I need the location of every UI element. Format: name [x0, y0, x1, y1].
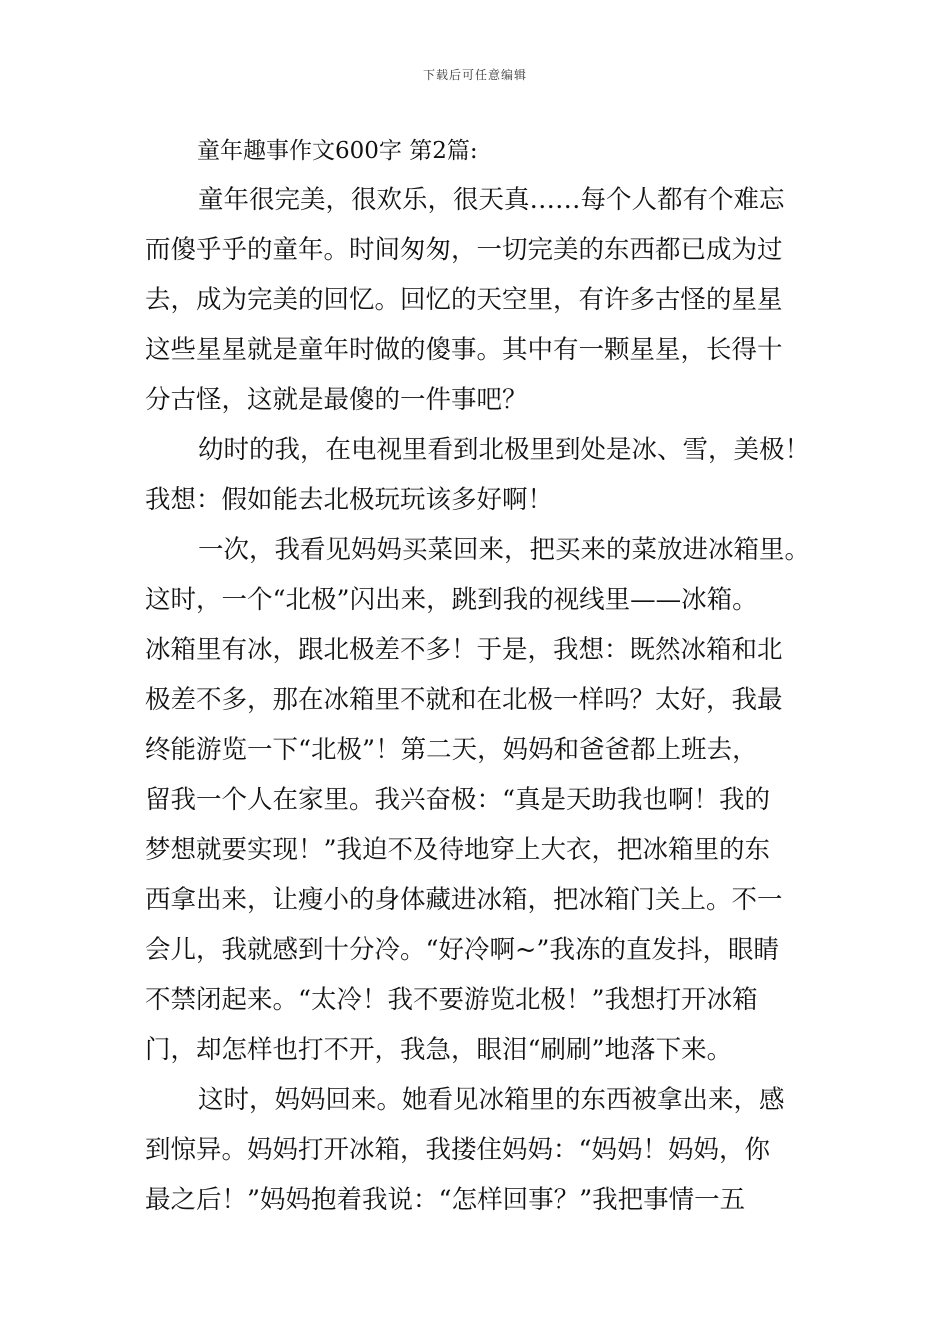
paragraph-1-line-2: 而傻乎乎的童年。时间匆匆，一切完美的东西都已成为过	[145, 235, 783, 265]
paragraph-1-line-3: 去，成为完美的回忆。回忆的天空里，有许多古怪的星星	[145, 285, 783, 315]
paragraph-1-line-4: 这些星星就是童年时做的傻事。其中有一颗星星，长得十	[145, 335, 783, 365]
paragraph-4-line-1: 这时，妈妈回来。她看见冰箱里的东西被拿出来，感	[198, 1085, 785, 1115]
paragraph-3-line-3: 冰箱里有冰，跟北极差不多！于是，我想：既然冰箱和北	[145, 635, 783, 665]
paragraph-3-line-2: 这时，一个“北极”闪出来，跳到我的视线里——冰箱。	[145, 585, 758, 615]
paragraph-3-line-6: 留我一个人在家里。我兴奋极：“真是天助我也啊！我的	[145, 785, 771, 815]
article-title: 童年趣事作文600字 第2篇:	[197, 138, 478, 164]
article-body	[145, 180, 813, 1230]
paragraph-2-line-2: 我想：假如能去北极玩玩该多好啊！	[145, 485, 554, 515]
paragraph-1-line-1: 童年很完美，很欢乐，很天真……每个人都有个难忘	[198, 185, 785, 215]
paragraph-3-line-10: 不禁闭起来。“太冷！我不要游览北极！”我想打开冰箱	[145, 985, 758, 1015]
paragraph-3-line-4: 极差不多，那在冰箱里不就和在北极一样吗？太好，我最	[145, 685, 783, 715]
paragraph-3-line-1: 一次，我看见妈妈买菜回来，把买来的菜放进冰箱里。	[198, 535, 811, 565]
paragraph-3-line-9: 会儿，我就感到十分冷。“好冷啊~”我冻的直发抖，眼睛	[145, 935, 779, 965]
paragraph-3-line-11: 门，却怎样也打不开，我急，眼泪“刷刷”地落下来。	[145, 1035, 733, 1065]
paragraph-2-line-1: 幼时的我，在电视里看到北极里到处是冰、雪，美极！	[198, 435, 811, 465]
paragraph-1-line-5: 分古怪，这就是最傻的一件事吧？	[145, 385, 528, 415]
paragraph-3-line-7: 梦想就要实现！”我迫不及待地穿上大衣，把冰箱里的东	[145, 835, 771, 865]
paragraph-4-line-2: 到惊异。妈妈打开冰箱，我搂住妈妈：“妈妈！妈妈，你	[145, 1135, 771, 1165]
paragraph-3-line-5: 终能游览一下“北极”！第二天，妈妈和爸爸都上班去，	[145, 735, 758, 765]
page-header-note: 下载后可任意编辑	[422, 68, 527, 82]
paragraph-3-line-8: 西拿出来，让瘦小的身体藏进冰箱，把冰箱门关上。不一	[145, 885, 783, 915]
paragraph-4-line-3: 最之后！”妈妈抱着我说：“怎样回事？”我把事情一五	[145, 1185, 746, 1215]
